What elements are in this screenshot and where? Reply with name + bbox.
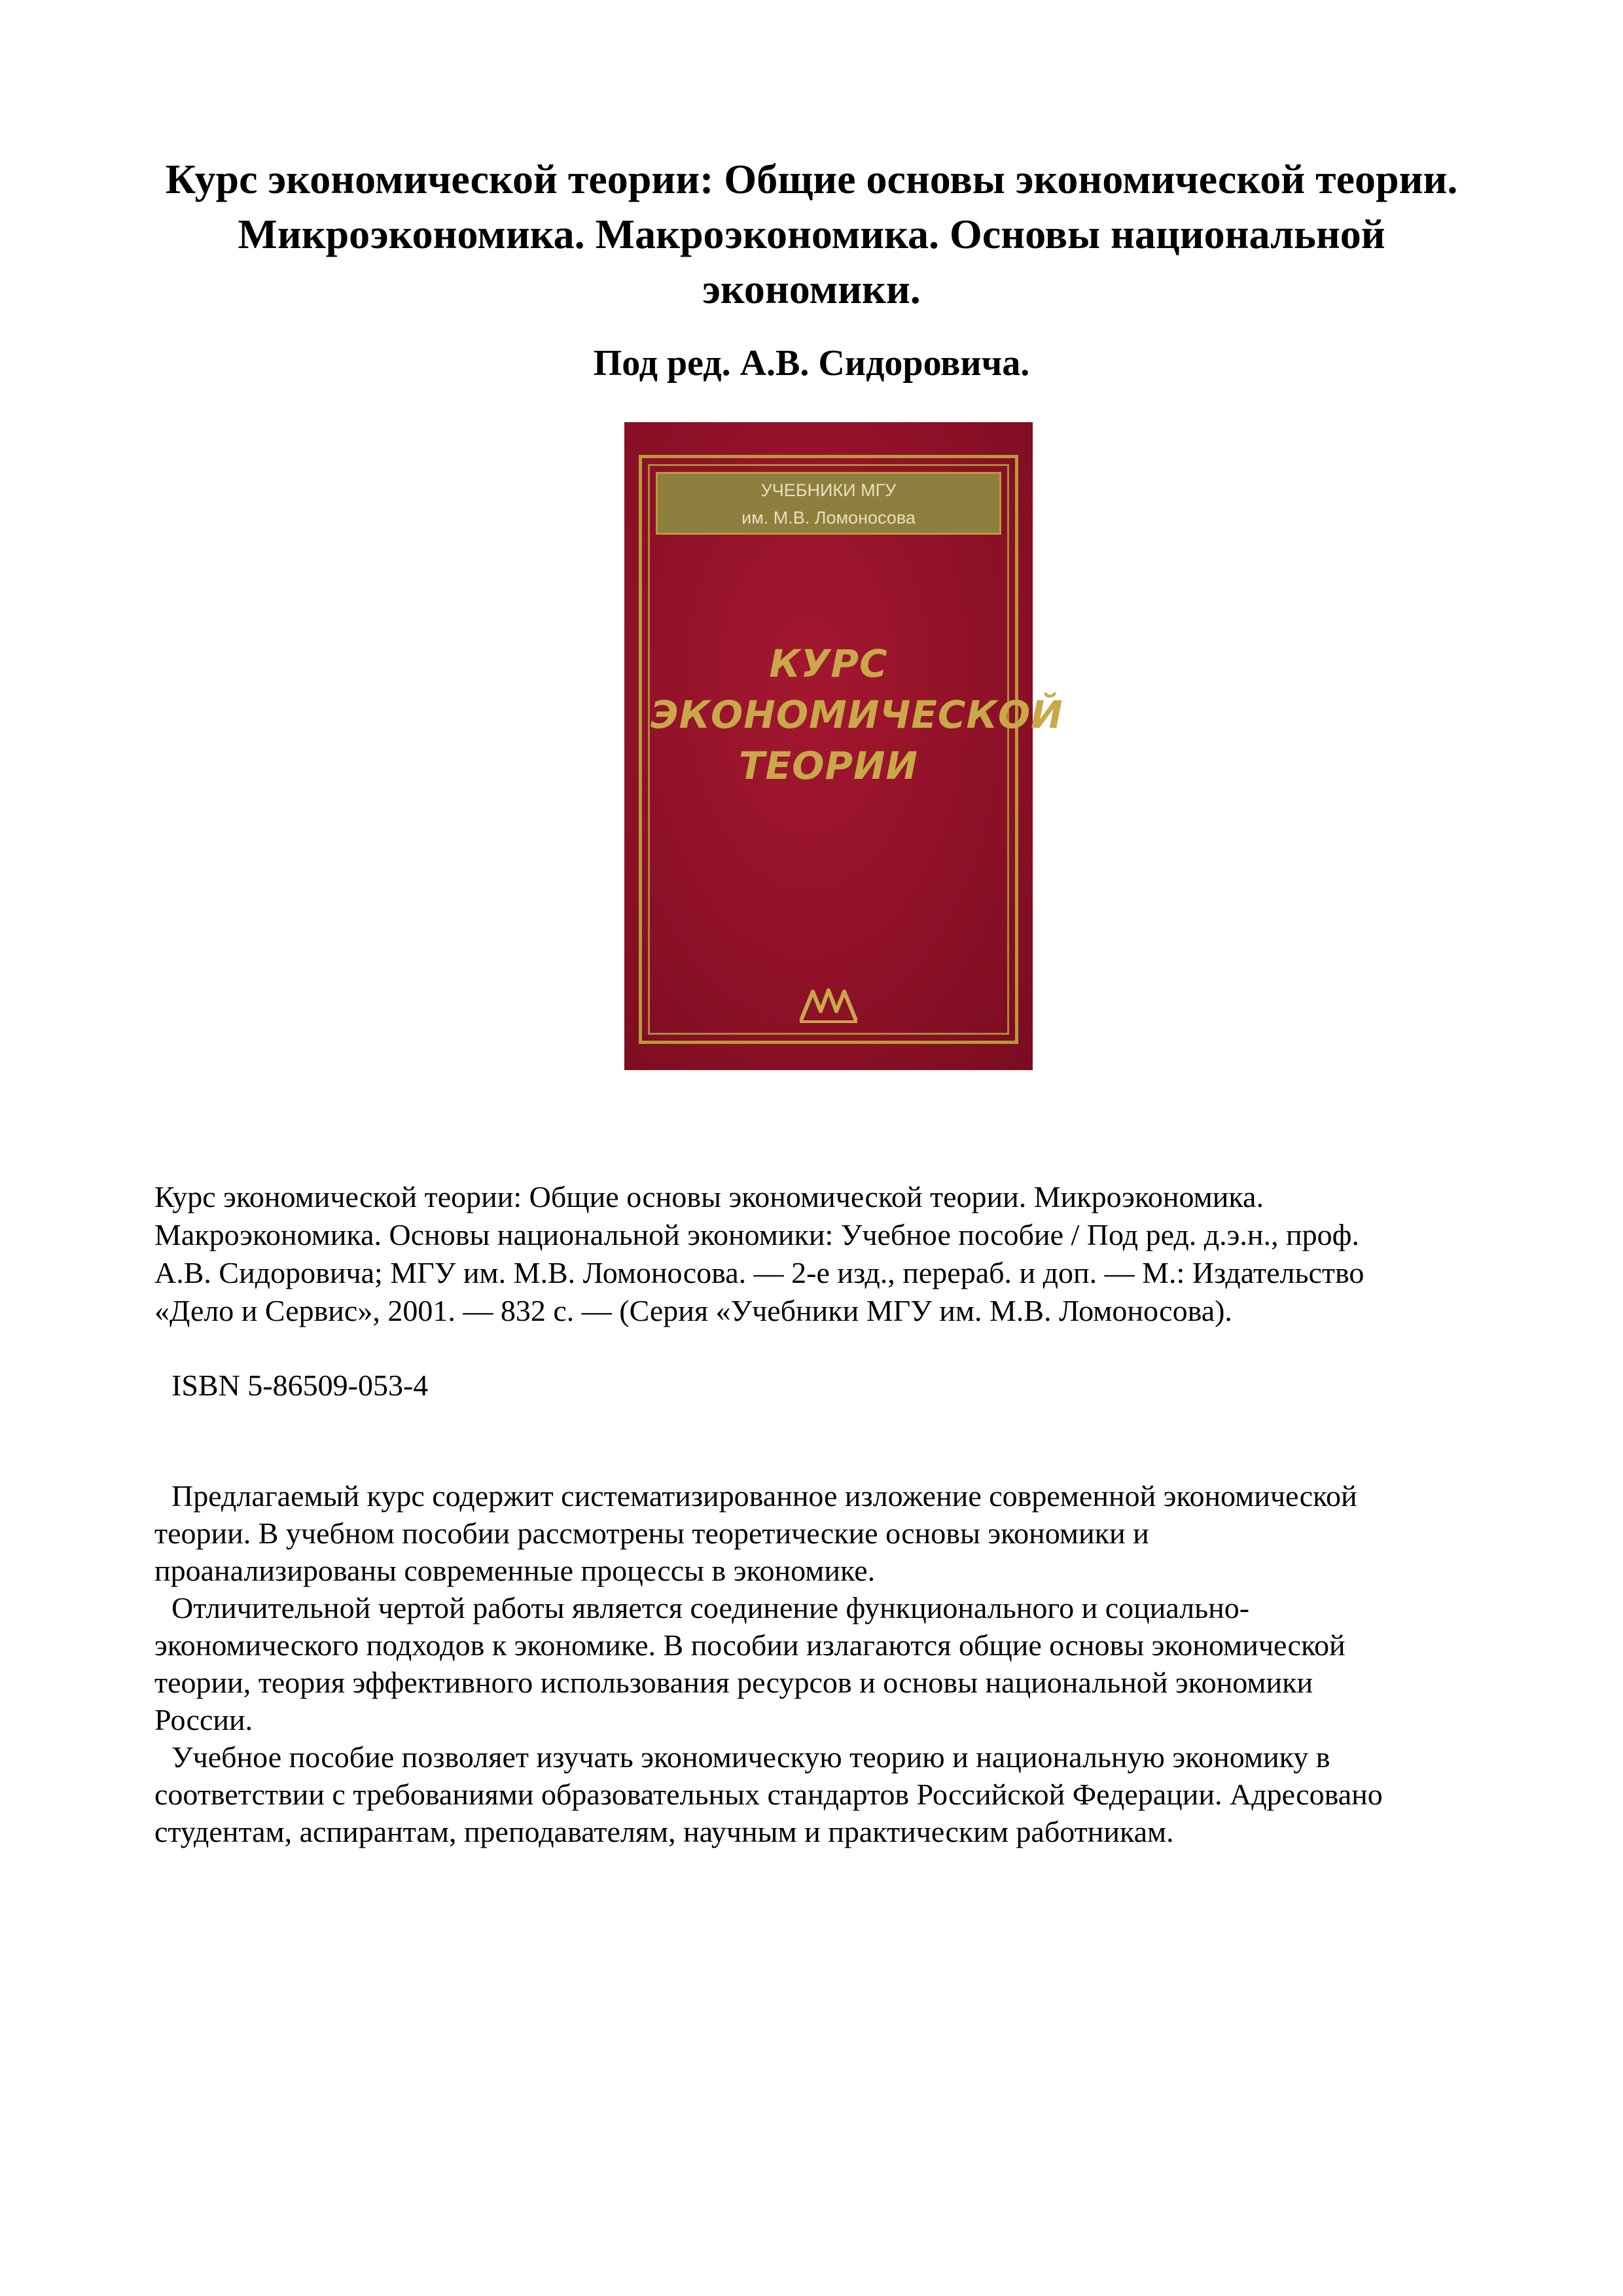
abstract-line: Отличительной чертой работы является соединение функционального и социально- xyxy=(171,1591,1250,1624)
page-title xyxy=(118,152,1505,317)
cover-title-line: КУРС xyxy=(769,641,888,686)
biblio-line: А.В. Сидоровича; МГУ им. М.В. Ломоносова. — 2-е изд., перераб. и доп. — М.: Издательство xyxy=(154,1256,1364,1289)
cover-title-line: ЭКОНОМИЧЕСКОЙ xyxy=(651,692,1063,737)
biblio-line: «Дело и Сервис», 2001. — 832 с. — (Серия «Учебники МГУ им. М.В. Ломоносова). xyxy=(154,1294,1232,1327)
abstract-line: экономического подходов к экономике. В пособии излагаются общие основы экономической xyxy=(154,1628,1346,1662)
abstract-line: теории, теория эффективного использования ресурсов и основы национальной экономики xyxy=(154,1666,1313,1699)
abstract-line: Предлагаемый курс содержит систематизированное изложение современной экономической xyxy=(171,1479,1357,1513)
abstract-line: России. xyxy=(154,1703,253,1736)
title-line: Курс экономической теории: Общие основы экономической теории. xyxy=(165,156,1458,202)
abstract-line: студентам, аспирантам, преподавателям, научным и практическим работникам. xyxy=(154,1815,1174,1848)
isbn: ISBN 5-86509-053-4 xyxy=(171,1369,429,1402)
cover-series-line: им. М.В. Ломоносова xyxy=(741,508,916,528)
biblio-line: Макроэкономика. Основы национальной экономики: Учебное пособие / Под ред. д.э.н., проф. xyxy=(154,1218,1359,1251)
publisher-logo-icon xyxy=(796,985,861,1024)
abstract-line: теории. В учебном пособии рассмотрены теоретические основы экономики и xyxy=(154,1516,1149,1550)
title-line: Микроэкономика. Макроэкономика. Основы национальной xyxy=(238,211,1385,257)
cover-title xyxy=(651,638,1063,791)
abstract-line: Учебное пособие позволяет изучать экономическую теорию и национальную экономику в xyxy=(171,1740,1330,1774)
biblio-line: Курс экономической теории: Общие основы экономической теории. Микроэкономика. xyxy=(154,1180,1264,1213)
title-line: экономики. xyxy=(702,266,921,312)
cover-series-band xyxy=(656,472,1001,535)
bibliographic-description xyxy=(154,1178,1489,1330)
abstract xyxy=(154,1477,1503,1850)
cover-title-line: ТЕОРИИ xyxy=(738,744,919,788)
abstract-line: соответствии с требованиями образовательных стандартов Российской Федерации. Адресовано xyxy=(154,1778,1383,1811)
book-cover-image xyxy=(624,422,1063,1070)
editor-line: Под ред. А.В. Сидоровича. xyxy=(593,343,1030,384)
abstract-line: проанализированы современные процессы в экономике. xyxy=(154,1554,876,1587)
cover-series-line: УЧЕБНИКИ МГУ xyxy=(760,480,897,500)
